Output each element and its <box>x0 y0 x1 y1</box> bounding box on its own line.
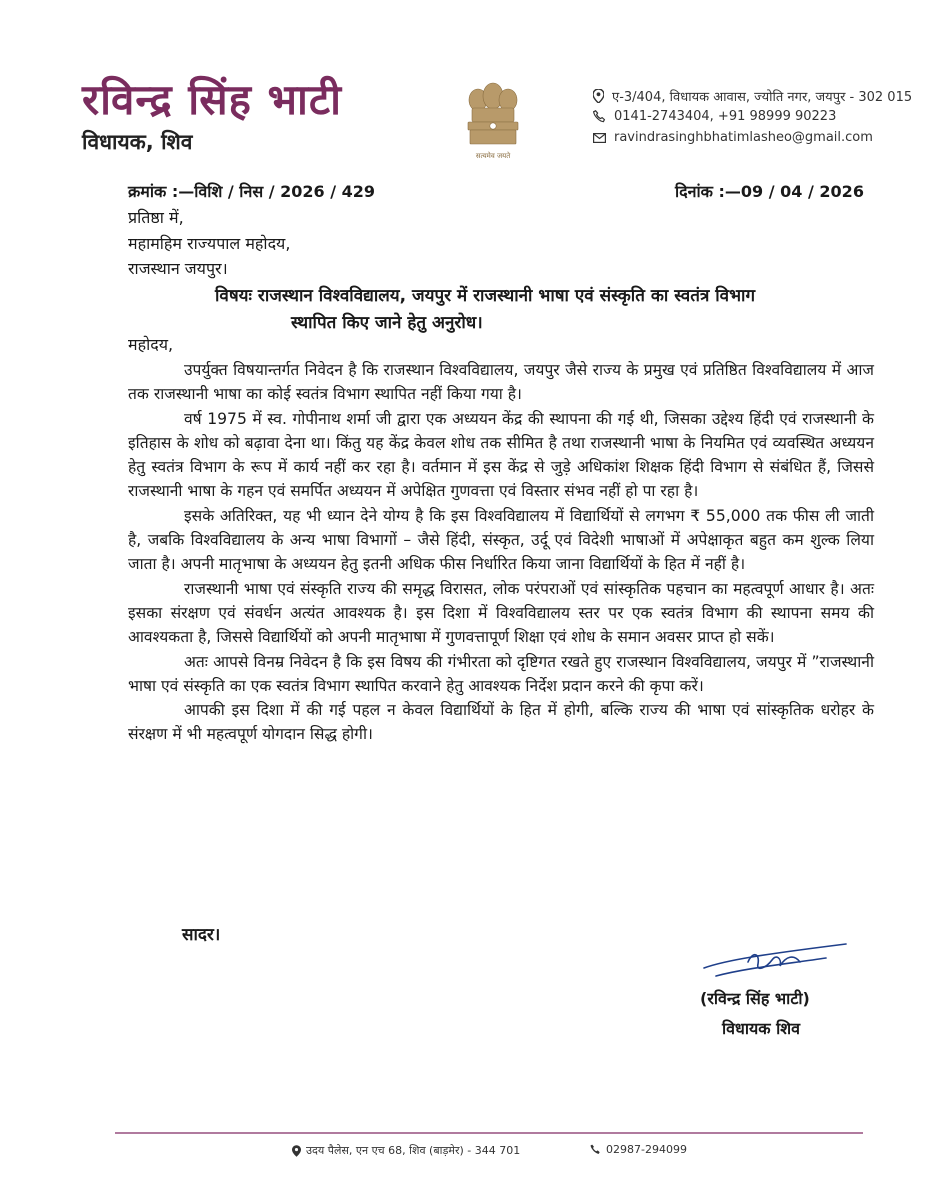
location-pin-icon <box>292 1145 301 1157</box>
phone-icon <box>590 1144 601 1155</box>
footer-phone <box>590 1143 687 1156</box>
letterhead-designation: विधायक, शिव <box>82 130 193 154</box>
subject-line-1: विषयः राजस्थान विश्वविद्यालय, जयपुर में राजस्थानी भाषा एवं संस्कृति का स्वतंत्र विभाग <box>215 286 756 306</box>
footer-phone-text: 02987-294099 <box>606 1143 687 1156</box>
contact-phone <box>593 109 836 124</box>
addressee-line-3: राजस्थान जयपुर। <box>128 259 228 278</box>
footer-address <box>292 1143 520 1158</box>
reference-number: क्रमांक :—विशि / निस / 2026 / 429 <box>128 182 376 201</box>
letter-body <box>128 358 874 747</box>
body-paragraph: वर्ष 1975 में स्व. गोपीनाथ शर्मा जी द्वारा एक अध्ययन केंद्र की स्थापना की गई थी, जिसका उद्देश्य हिंदी एवं राजस्थानी के इतिहास के शोध को बढ़ावा देना था। किंतु यह केंद्र केवल शोध तक सीमित है तथा राजस्थानी भाषा के नियमित एवं व्यवस्थित अध्ययन हेतु स्वतंत्र विभाग के रूप में कार्य नहीं कर रहा है। वर्तमान में इस केंद्र से जुड़े अधिकांश शिक्षक हिंदी विभाग से संबंधित हैं, जिससे राजस्थानी भाषा के गहन एवं समर्पित अध्ययन में अपेक्षित गुणवत्ता एवं विस्तार संभव नहीं हो पा रहा है। <box>128 409 874 501</box>
body-paragraph: आपकी इस दिशा में की गई पहल न केवल विद्यार्थियों के हित में होगी, बल्कि राज्य की भाषा एवं सांस्कृतिक धरोहर के संरक्षण में भी महत्वपूर्ण योगदान सिद्ध होगी। <box>128 701 874 744</box>
reference-date: दिनांक :—09 / 04 / 2026 <box>675 182 864 201</box>
ashoka-emblem-icon <box>458 78 528 168</box>
body-paragraph: इसके अतिरिक्त, यह भी ध्यान देने योग्य है कि इस विश्वविद्यालय में विद्यार्थियों से लगभग ₹ 55,000 तक फीस ली जाती है, जबकि विश्वविद्यालय के अन्य भाषा विभागों – जैसे हिंदी, संस्कृत, उर्दू एवं विदेशी भाषाओं में अपेक्षाकृत बहुत कम शुल्क लिया जाता है। अपनी मातृभाषा के अध्ययन हेतु इतनी अधिक फीस निर्धारित किया जाना विद्यार्थियों के हित में नहीं है। <box>128 506 874 574</box>
location-pin-icon <box>593 89 604 103</box>
contact-email-text: ravindrasinghbhatimlasheo@gmail.com <box>614 130 873 145</box>
contact-address-text: ए-3/404, विधायक आवास, ज्योति नगर, जयपुर - 302 015 <box>612 90 913 105</box>
subject <box>215 283 855 337</box>
closing: सादर। <box>182 925 221 945</box>
addressee-line-2: महामहिम राज्यपाल महोदय, <box>128 234 291 253</box>
emblem-motto: सत्यमेव जयते <box>475 152 511 160</box>
salutation: महोदय, <box>128 335 174 354</box>
letterhead-name: रविन्द्र सिंह भाटी <box>82 75 342 124</box>
signatory-name: (रविन्द्र सिंह भाटी) <box>700 989 810 1008</box>
contact-phone-text: 0141-2743404, +91 98999 90223 <box>614 109 837 124</box>
footer-address-text: उदय पैलेस, एन एच 68, शिव (बाड़मेर) - 344 701 <box>306 1144 521 1157</box>
addressee-line-1: प्रतिष्ठा में, <box>128 208 184 227</box>
signature-icon <box>696 940 854 982</box>
signatory-designation: विधायक शिव <box>722 1019 801 1038</box>
contact-email <box>593 130 873 145</box>
body-paragraph: उपर्युक्त विषयान्तर्गत निवेदन है कि राजस्थान विश्वविद्यालय, जयपुर जैसे राज्य के प्रमुख एवं प्रतिष्ठित विश्वविद्यालय में आज तक राजस्थानी भाषा का कोई स्वतंत्र विभाग स्थापित नहीं किया गया है। <box>128 361 874 404</box>
body-paragraph: राजस्थानी भाषा एवं संस्कृति राज्य की समृद्ध विरासत, लोक परंपराओं एवं सांस्कृतिक पहचान का महत्वपूर्ण आधार है। अतः इसका संरक्षण एवं संवर्धन अत्यंत आवश्यक है। इस दिशा में विश्वविद्यालय स्तर पर एक स्वतंत्र विभाग की स्थापना समय की आवश्यकता है, जिससे विद्यार्थियों को अपनी मातृभाषा में गुणवत्तापूर्ण शिक्षा एवं शोध के समान अवसर प्राप्त हो सकें। <box>128 579 874 647</box>
footer-divider <box>115 1132 863 1134</box>
email-icon <box>593 133 606 143</box>
phone-icon <box>593 110 606 123</box>
subject-line-2: स्थापित किए जाने हेतु अनुरोध। <box>291 313 483 333</box>
contact-address <box>593 87 912 105</box>
body-paragraph: अतः आपसे विनम्र निवेदन है कि इस विषय की गंभीरता को दृष्टिगत रखते हुए राजस्थान विश्वविद्यालय, जयपुर में ”राजस्थानी भाषा एवं संस्कृति का एक स्वतंत्र विभाग स्थापित करवाने हेतु आवश्यक निर्देश प्रदान करने की कृपा करें। <box>128 652 874 695</box>
